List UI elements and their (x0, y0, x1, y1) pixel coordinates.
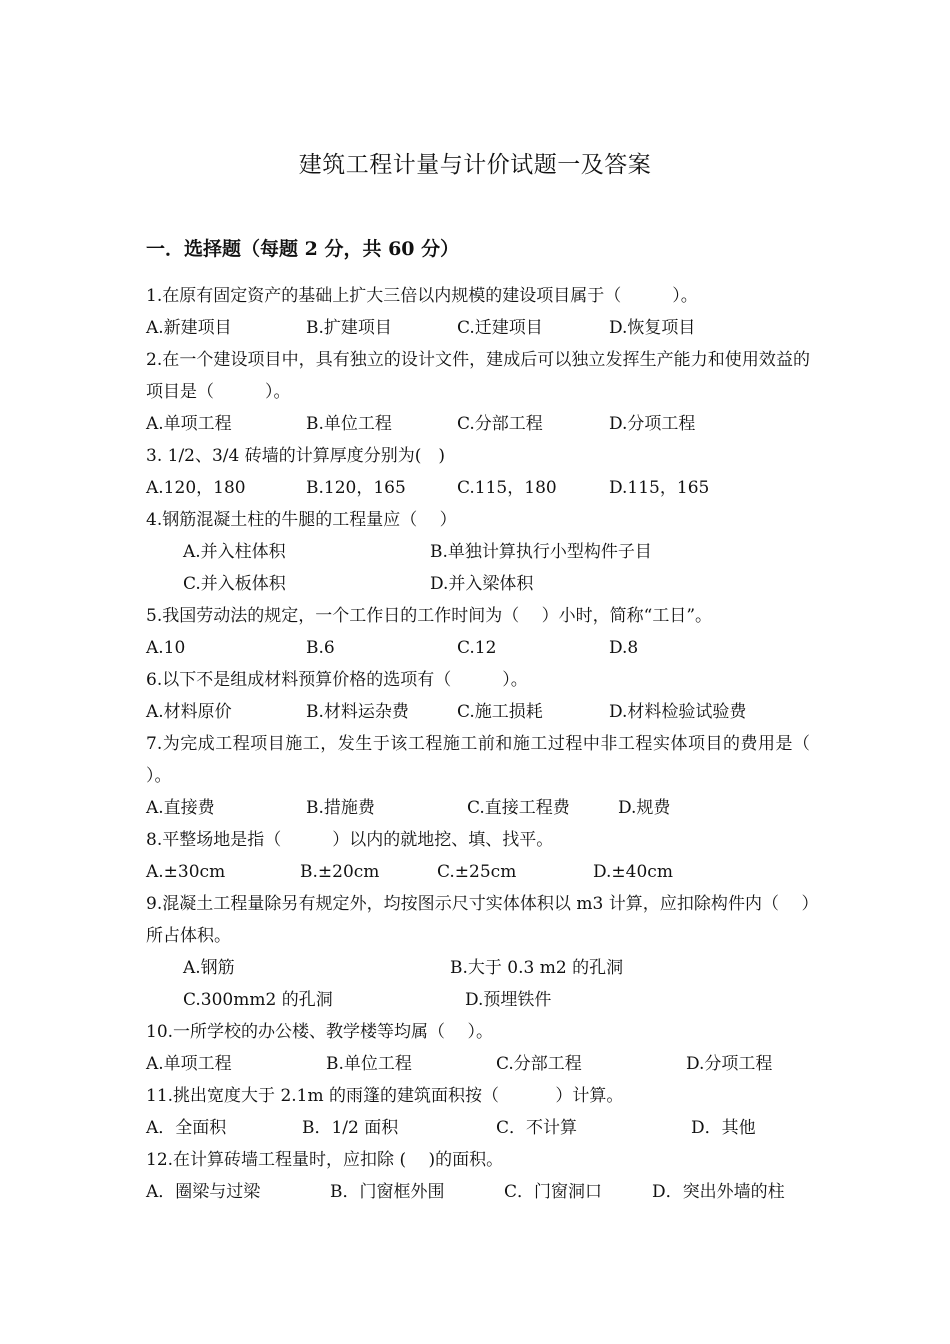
option-c: C.迁建项目 (457, 318, 543, 338)
question-text: 4.钢筋混凝土柱的牛腿的工程量应（ ） (146, 510, 457, 530)
option-b: B.材料运杂费 (306, 702, 409, 722)
option-b: B.单独计算执行小型构件子目 (430, 542, 652, 562)
question-6 (146, 664, 810, 696)
question-text: 12.在计算砖墙工程量时，应扣除 ( )的面积。 (146, 1150, 504, 1170)
question-6-options (146, 696, 810, 728)
option-a: A.120，180 (146, 478, 246, 498)
option-c: C.300mm2 的孔洞 (183, 990, 333, 1010)
option-d: D.预埋铁件 (465, 990, 552, 1010)
option-c: C.分部工程 (457, 414, 543, 434)
question-text: 5.我国劳动法的规定，一个工作日的工作时间为（ ）小时，简称“工日”。 (146, 606, 713, 626)
option-b: B．1/2 面积 (302, 1118, 399, 1138)
option-b: B.单位工程 (326, 1054, 412, 1074)
option-a: A.新建项目 (146, 318, 232, 338)
option-c: C.115，180 (457, 478, 557, 498)
option-d: D．突出外墙的柱 (652, 1182, 785, 1202)
question-4-options-row1 (146, 536, 810, 568)
question-10-options (146, 1048, 810, 1080)
question-text: 8.平整场地是指（ ）以内的就地挖、填、找平。 (146, 830, 554, 850)
option-c: C.±25cm (437, 862, 517, 882)
option-d: D.±40cm (593, 862, 673, 882)
option-a: A．全面积 (146, 1118, 227, 1138)
question-8 (146, 824, 810, 856)
question-3 (146, 440, 810, 472)
question-11 (146, 1080, 810, 1112)
question-list (146, 280, 861, 1208)
option-b: B.单位工程 (306, 414, 392, 434)
option-a: A.并入柱体积 (183, 542, 286, 562)
option-d: D.恢复项目 (609, 318, 696, 338)
option-a: A．圈梁与过梁 (146, 1182, 261, 1202)
question-4-options-row2 (146, 568, 810, 600)
option-d: D.并入梁体积 (430, 574, 534, 594)
option-b: B．门窗框外围 (330, 1182, 445, 1202)
option-d: D.8 (609, 638, 639, 658)
option-c: C．门窗洞口 (504, 1182, 603, 1202)
option-d: D.材料检验试验费 (609, 702, 747, 722)
question-2-options (146, 408, 810, 440)
question-7-options (146, 792, 810, 824)
question-9-options-row2 (146, 984, 810, 1016)
question-8-options (146, 856, 810, 888)
question-11-options (146, 1112, 810, 1144)
question-text: 6.以下不是组成材料预算价格的选项有（ ）。 (146, 670, 528, 690)
question-text: 3. 1/2、3/4 砖墙的计算厚度分别为( ) (146, 446, 446, 466)
option-a: A.单项工程 (146, 414, 232, 434)
option-c: C.并入板体积 (183, 574, 286, 594)
option-a: A.直接费 (146, 798, 215, 818)
question-1 (146, 280, 810, 312)
option-a: A.单项工程 (146, 1054, 232, 1074)
question-5-options (146, 632, 810, 664)
option-c: C.12 (457, 638, 497, 658)
question-text: 10.一所学校的办公楼、教学楼等均属（ ）。 (146, 1022, 493, 1042)
option-b: B.6 (306, 638, 335, 658)
option-d: D.规费 (618, 798, 671, 818)
option-c: C.分部工程 (496, 1054, 582, 1074)
option-b: B.±20cm (300, 862, 380, 882)
question-2: 2.在一个建设项目中，具有独立的设计文件，建成后可以独立发挥生产能力和使用效益的项目是（ ）。 (146, 350, 810, 402)
option-c: C．不计算 (496, 1118, 578, 1138)
question-12 (146, 1144, 810, 1176)
option-a: A.10 (146, 638, 186, 658)
question-3-options (146, 472, 810, 504)
option-d: D.分项工程 (686, 1054, 773, 1074)
option-a: A.材料原价 (146, 702, 232, 722)
question-text: 11.挑出宽度大于 2.1m 的雨篷的建筑面积按（ ）计算。 (146, 1086, 624, 1106)
option-c: C.直接工程费 (467, 798, 570, 818)
option-c: C.施工损耗 (457, 702, 543, 722)
question-9: 9.混凝土工程量除另有规定外，均按图示尺寸实体体积以 m3 计算，应扣除构件内（ ）所占体积。 (146, 894, 810, 946)
question-1-options (146, 312, 810, 344)
option-a: A.±30cm (146, 862, 226, 882)
section-heading: 一．选择题（每题 2 分，共 60 分） (146, 238, 460, 260)
question-7: 7.为完成工程项目施工，发生于该工程施工前和施工过程中非工程实体项目的费用是（ ）。 (146, 734, 861, 786)
document-title: 建筑工程计量与计价试题一及答案 (298, 152, 652, 178)
option-b: B.措施费 (306, 798, 375, 818)
option-b: B.120，165 (306, 478, 406, 498)
option-d: D.分项工程 (609, 414, 696, 434)
question-text: 1.在原有固定资产的基础上扩大三倍以内规模的建设项目属于（ ）。 (146, 286, 698, 306)
question-10 (146, 1016, 810, 1048)
option-d: D.115，165 (609, 478, 710, 498)
option-d: D．其他 (691, 1118, 756, 1138)
option-a: A.钢筋 (183, 958, 235, 978)
option-b: B.扩建项目 (306, 318, 392, 338)
option-b: B.大于 0.3 m2 的孔洞 (450, 958, 624, 978)
question-9-options-row1 (146, 952, 810, 984)
question-5 (146, 600, 810, 632)
question-12-options (146, 1176, 810, 1208)
question-4 (146, 504, 810, 536)
